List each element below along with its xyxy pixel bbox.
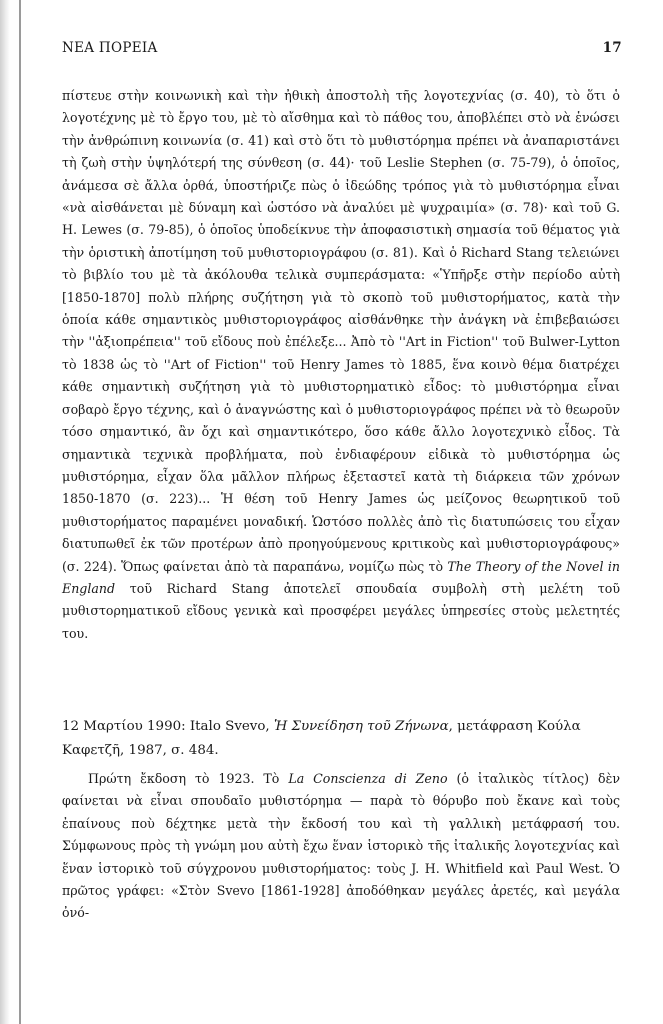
binding-shadow [0,0,10,1024]
entry-paragraph [62,768,620,925]
entry-text-part-2: (ὁ ἰταλικὸς τίτλος) δὲν φαίνεται νὰ εἶναι σπουδαῖο μυθιστόρημα — παρὰ τὸ θόρυβο ποὺ ἔκανε καὶ τοὺς ἐπαίνους ποὺ δέχτηκε μετὰ τὴν ἔκδοσή του καὶ τὴ γαλλικὴ μετάφρασή του. Σύμφωνους πρὸς τὴ γνώμη μου αὐτὴ ἔχω ἕναν ἱστορικὸ τῆς ἰταλικῆς λογοτεχνίας καὶ ἕναν ἱστορικὸ τοῦ σύγχρονου μυθιστορήματος: τοὺς J. H. Whitfield καὶ Paul West. Ὁ πρῶτος γράφει: «Στὸν Svevo [1861-1928] ἀποδόθηκαν μεγάλες ἀρετές, καὶ μεγάλα ὀνό- [62,771,620,921]
running-title: ΝΕΑ ΠΟΡΕΙΑ [62,40,158,56]
review-text-part-2: τοῦ Richard Stang ἀποτελεῖ σπουδαία συμβολὴ στὴ μελέτη τοῦ μυθιστορηματικοῦ εἴδους γενικὰ καὶ προσφέρει μεγάλες ὑπηρεσίες στοὺς μελετητές του. [62,580,620,641]
entry-body [62,768,620,925]
entry-text-part-1: Πρώτη ἔκδοση τὸ 1923. Τὸ [88,771,289,786]
review-text-part-1: πίστευε στὴν κοινωνικὴ καὶ τὴν ἠθικὴ ἀποστολὴ τῆς λογοτεχνίας (σ. 40), τὸ ὅτι ὁ λογοτέχνης μὲ τὸ ἔργο του, μὲ τὸ αἴσθημα καὶ τὸ πάθος του, ἀποβλέπει στὸ νὰ ἑνώσει τὴν ἀνθρώπινη κοινωνία (σ. 41) καὶ στὸ ὅτι τὸ μυθιστόρημα πρέπει νὰ ἀναπαριστάνει τὴ ζωὴ στὴν ὑψηλότερή της σύνθεση (σ. 44)· τοῦ Leslie Stephen (σ. 75-79), ὁ ὁποῖος, ἀνάμεσα σὲ ἄλλα ὀρθά, ὑποστήριζε πὼς ὁ ἰδεώδης τρόπος γιὰ τὸ μυθιστόρημα εἶναι «νὰ αἰσθάνεται μὲ δύναμη καὶ ὡστόσο νὰ ἀναλύει μὲ ψυχραιμία» (σ. 78)· καὶ τοῦ G. H. Lewes (σ. 79-85), ὁ ὁποῖος ὑποδείκνυε τὴν ἀποφασιστικὴ σημασία τοῦ θέματος γιὰ τὴν ὁριστικὴ ἀποτίμηση τοῦ μυθιστοριογράφου (σ. 81). Καὶ ὁ Richard Stang τελειώνει τὸ βιβλίο του μὲ τὰ ἀκόλουθα τελικὰ συμπεράσματα: «Ὑπῆρξε στὴν περίοδο αὐτὴ [1850-1870] πολὺ πλήρης συζήτηση γιὰ τὸ σκοπὸ τοῦ μυθιστορήματος, κατὰ τὴν ὁποία κάθε σημαντικὸς μυθιστοριογράφος αἰσθάνθηκε τὴν ἀνάγκη νὰ ἐπιβεβαιώσει τὴν ''ἀξιοπρέπεια'' τοῦ εἴδους ποὺ ἐπέλεξε... Ἀπὸ τὸ ''Art in Fiction'' τοῦ Bulwer-Lytton τὸ 1838 ὡς τὸ ''Art of Fiction'' τοῦ Henry James τὸ 1885, ἕνα κοινὸ θέμα διατρέχει κάθε σημαντικὴ συζήτηση γιὰ τὸ μυθιστορηματικὸ εἶδος: τὸ μυθιστόρημα εἶναι σοβαρὸ ἔργο τέχνης, καὶ ὁ ἀναγνώστης καὶ ὁ μυθιστοριογράφος πρέπει νὰ τὸ θεωροῦν τόσο σημαντικό, ἂν ὄχι καὶ σημαντικότερο, ὅσο κάθε ἄλλο λογοτεχνικὸ εἶδος. Τὰ σημαντικὰ τεχνικὰ προβλήματα, ποὺ ἐνδιαφέρουν εἰδικὰ τὸ μυθιστόρημα ὡς μυθιστόρημα, εἶχαν ὅλα μᾶλλον πλήρως ἐξεταστεῖ κατὰ τὴ διάρκεια τῶν χρόνων 1850-1870 (σ. 223)... Ἡ θέση τοῦ Henry James ὡς μείζονος θεωρητικοῦ τοῦ μυθιστορήματος παραμένει μοναδική. Ὡστόσο πολλὲς ἀπὸ τὶς διατυπώσεις του εἶχαν διατυπωθεῖ ἐκ τῶν προτέρων ἀπὸ προηγούμενους κριτικοὺς καὶ μυθιστοριογράφους» (σ. 224). Ὅπως φαίνεται ἀπὸ τὰ παραπάνω, νομίζω πὼς τὸ [62,88,620,574]
review-continuation [62,85,620,645]
entry-heading [62,715,620,763]
entry-heading-date-author: 12 Μαρτίου 1990: Italo Svevo, [62,719,274,734]
review-paragraph [62,85,620,645]
entry-heading-details: , μετάφραση Κούλα Καφετζῆ, 1987, σ. 484. [62,719,581,758]
gutter-rule [19,0,21,1024]
entry-heading-title: Ἡ Συνείδηση τοῦ Ζήνωνα [273,719,449,734]
italian-title-italic: La Conscienza di Zeno [288,771,448,786]
book-title-italic: The Theory of the Novel in England [62,558,620,596]
page-number: 17 [602,40,622,56]
